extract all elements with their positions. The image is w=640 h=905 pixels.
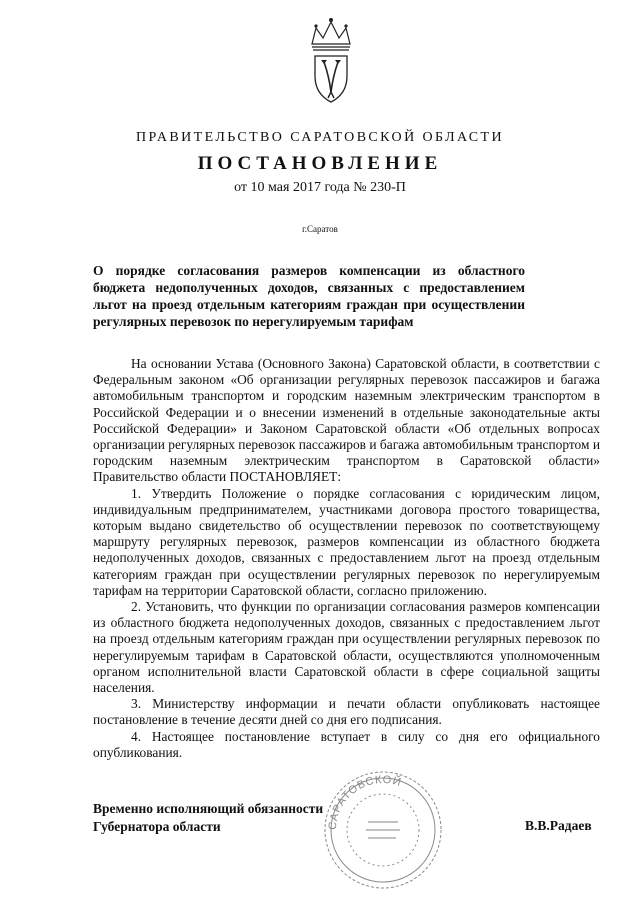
body-paragraph: На основании Устава (Основного Закона) Саратовской области, в соответствии с Федеральным законом «Об организации регулярных перевозок пассажиров и багажа автомобильным транспортом и городским наземным электрическим транспортом в Российской Федерации и о внесении изменений в отдельные законодательные акты Российской Федерации» и Законом Саратовской области «Об отдельных вопросах организации регулярных перевозок пассажиров и багажа автомобильным транспортом и городским наземным электрическим транспортом в Саратовской области» Правительство области ПОСТАНОВЛЯЕТ:: [93, 356, 600, 485]
document-city: г.Саратов: [302, 224, 338, 234]
document-date-number: от 10 мая 2017 года № 230-П: [234, 180, 406, 195]
document-body: [93, 356, 600, 761]
signatory-name: В.В.Радаев: [525, 818, 592, 833]
coat-of-arms-icon: [302, 14, 360, 110]
seal-text: САРАТОВСКОЙ: [326, 773, 404, 831]
body-paragraph: 2. Установить, что функции по организации согласования размеров компенсации из областного бюджета недополученных доходов, связанных с предоставлением льгот на проезд отдельным категориям граждан при осуществлении регулярных перевозок по нерегулируемым тарифам в Саратовской области, осуществляются уполномоченным органом исполнительной власти Саратовской области в сфере социальной защиты населения.: [93, 599, 600, 696]
body-paragraph: 1. Утвердить Положение о порядке согласования с юридическим лицом, индивидуальным предпринимателем, участниками договора простого товарищества, которым выдано свидетельство об осуществлении перевозок по соответствующему маршруту регулярных перевозок, размеров компенсации из областного бюджета недополученных доходов, связанных с предоставлением льгот на проезд отдельным категориям граждан при осуществлении регулярных перевозок по нерегулируемым тарифам на территории Саратовской области, согласно приложению.: [93, 485, 600, 598]
signatory-title: [93, 800, 453, 836]
body-paragraph: 3. Министерству информации и печати области опубликовать настоящее постановление в течение десяти дней со дня его подписания.: [93, 696, 600, 728]
signatory-title-line: Губернатора области: [93, 819, 221, 834]
body-paragraph: 4. Настоящее постановление вступает в силу со дня его официального опубликования.: [93, 728, 600, 760]
document-type: ПОСТАНОВЛЕНИЕ: [197, 153, 443, 174]
signatory-title-line: Временно исполняющий обязанности: [93, 801, 324, 816]
government-name: ПРАВИТЕЛЬСТВО САРАТОВСКОЙ ОБЛАСТИ: [135, 130, 504, 145]
document-subject: О порядке согласования размеров компенсации из областного бюджета недополученных доходов, связанных с предоставлением льгот на проезд отдельным категориям граждан при осуществлении регулярных перевозок по нерегулируемым тарифам: [93, 263, 525, 329]
